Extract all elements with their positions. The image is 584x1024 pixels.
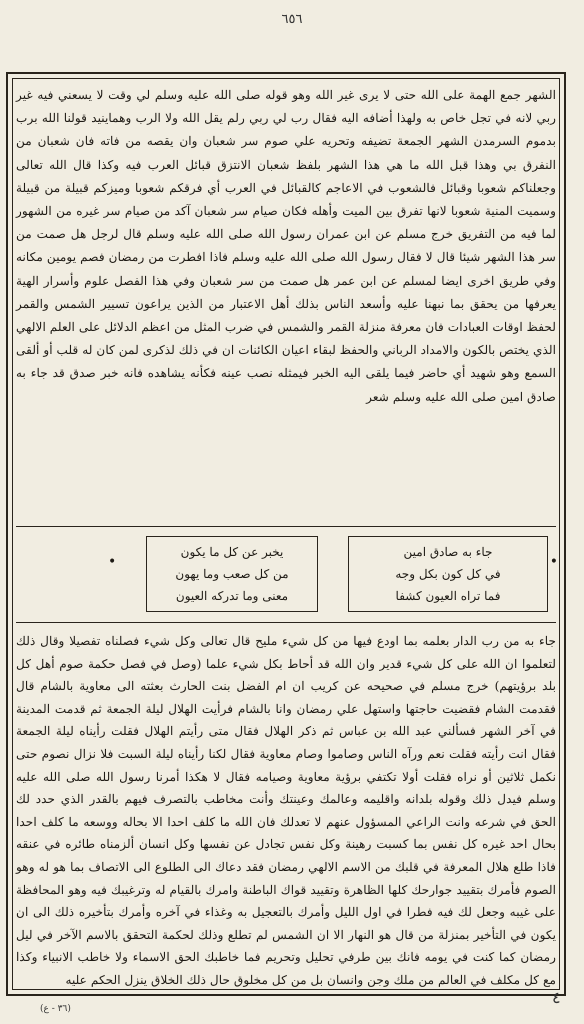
verse-line: معنى وما تدركه العيون <box>175 589 289 603</box>
verse-line: يخبر عن كل ما يكون <box>180 545 284 559</box>
verse-marker-right: • <box>549 554 558 570</box>
verse-divider-top <box>16 526 556 527</box>
verse-line: من كل صعب وما يهون <box>175 567 289 581</box>
verse-box-right <box>348 536 548 612</box>
text-frame <box>6 72 566 996</box>
verse-divider-bottom <box>16 622 556 623</box>
verse-marker-left: • <box>108 554 117 570</box>
page-number: ٦٥٦ <box>281 12 303 27</box>
verse-line: في كل كون بكل وجه <box>395 567 501 581</box>
verse-line: جاء به صادق امين <box>403 545 493 559</box>
verse-row <box>16 536 556 614</box>
lower-text-block: جاء به من رب الدار بعلمه بما اودع فيها من كل شيء مليح قال تعالى وكل شيء فصلناه تفصيلا وقال ذلك لتعلموا ان الله على كل شيء قدير وان الله قد أحاط بكل شيء علما (وصل في فصل حكمة صوم أهل كل بلد برؤيتهم) خرج مسلم في صحيحه عن كريب ان ام الفضل بنت الحارث بعثته الى معاوية بالشام قال فقدمت الشام فقضيت حاجتها واستهل علي رمضان وانا بالشام فرأيت الهلال ليلة الجمعة ثم قدمت المدينة في آخر الشهر فسألني عبد الله بن عباس ثم ذكر الهلال فقال متى رأيتم الهلال فقلت رأيناه ليلة الجمعة فقال انت رأيته فقلت نعم ورآه الناس وصاموا وصام معاوية فقال لكنا رأيناه ليلة السبت فلا نزال نصوم حتى نكمل ثلاثين أو نراه فقلت أولا تكتفي برؤية معاوية وصيامه فقال لا هكذا أمرنا رسول الله صلى الله عليه وسلم فيدل ذلك وقوله بلدانه واقليمه وعالمك وعينتك وأنت مخاطب بالتصرف فيهم بالقدر الذي حدد لك الحق في شرعه وانت الراعي المسؤول عنهم لا تعدلك فان الله ما كلف احدا الا بحاله ووسعه ما كلف احدا بحال احد غيره كل نفس بما كسبت رهينة وكل نفس تجادل عن نفسها وكل انسان ألزمناه طائره في عنقه فاذا طلع هلال المعرفة في قلبك من الاسم الالهي رمضان فقد دعاك الى الطلوع الى الاتصاف بما هو له وهو الصوم فأمرك بتقييد جوارحك كلها الظاهرة وتقييد قواك الباطنة وامرك بالقيام له وترغيبك فيه وهو المحافظة على غيبه وجعل لك فيه فطرا في اول الليل وأمرك بالتعجيل به وغذاء في آخره وأمرك بتأخيره ذلك الى ان يكون في التأخير بمنزلة من قال هو النهار الا ان الشمس لم تطلع وذلك لحكمة التحقق بالاسم الآخر في ليل رمضان كما كنت في يومه فانك بين طرفي تحليل وتحريم فما خاطبك الحق الاسماء ولا خاطب الانبياء وكذا مع كل مكلف في العالم من ملك وجن وانسان بل من كل مخلوق حال ذلك الخلاق ينزل الحكم عليه <box>16 634 556 987</box>
verse-line: فما تراه العيون كشفا <box>395 589 501 603</box>
upper-text-block: الشهر جمع الهمة على الله حتى لا يرى غير الله وهو قوله صلى الله عليه وسلم لي وقت لا يسعني فيه غير ربي لانه في تجل خاص به ولهذا أضافه اليه فقال رب لي ربي رلم يقل الله ولا الرب وهماينيد قولنا الله برب بدموم السرمدن الشهر الجمعة تضيفه وتحريه علي صوم سر شعبان وان يقصه من فاته فان شعبان من النفرق بي وهذا قبل الله ما هي هذا الشهر بلفظ شعبان الانتزق قبائل العرب فيه وكذا قال الله تعالى وجعلناكم شعوبا وقبائل فالشعوب في الاعاجم كالقبائل في العرب أي فرقكم شعوبا وميزكم قبيلة من قبيلة وسميت المنية شعوبا لانها تفرق بين الميت وأهله فكان صيام سر شعبان آكد من صيام سر غيره من الشهور لما فيه من التفريق خرج مسلم عن ابن عمران رسول الله صلى الله عليه وسلم قال لرجل هل صمت من سر هذا الشهر شيئا قال لا فقال رسول الله صلى الله عليه وسلم فاذا افطرت من رمضان فصم يومين مكانه وفي طريق اخرى ايضا لمسلم عن ابن عمر هل صمت من سر شعبان وفي هذا الفصل علوم وأسرار الهية يعرفها من يحقق بما نبهنا عليه وأسعد الناس بذلك أهل الاعتبار من الذين يراعون تسيير الشمس والقمر لحفظ اوقات العبادات فان معرفة منزلة القمر والشمس في ضرب المثل من اعظم الدلائل على العلم الالهي الذي يختص بالكون والامداد الرباني والحفظ لبقاء اعيان الكائنات ان في ذلك لذكرى لمن كان له قلب أو ألقى السمع وهو شهيد أي حاضر فيما يلقى اليه الخبر فيمثله نصب عينه فكأنه يشاهده فانه خبر صدق قد جاء به صادق امين صلى الله عليه وسلم شعر <box>16 88 556 404</box>
verse-box-left <box>146 536 318 612</box>
catchword: (٣٦ - ع) <box>40 1004 71 1014</box>
margin-mark: ٤ <box>552 988 561 1007</box>
